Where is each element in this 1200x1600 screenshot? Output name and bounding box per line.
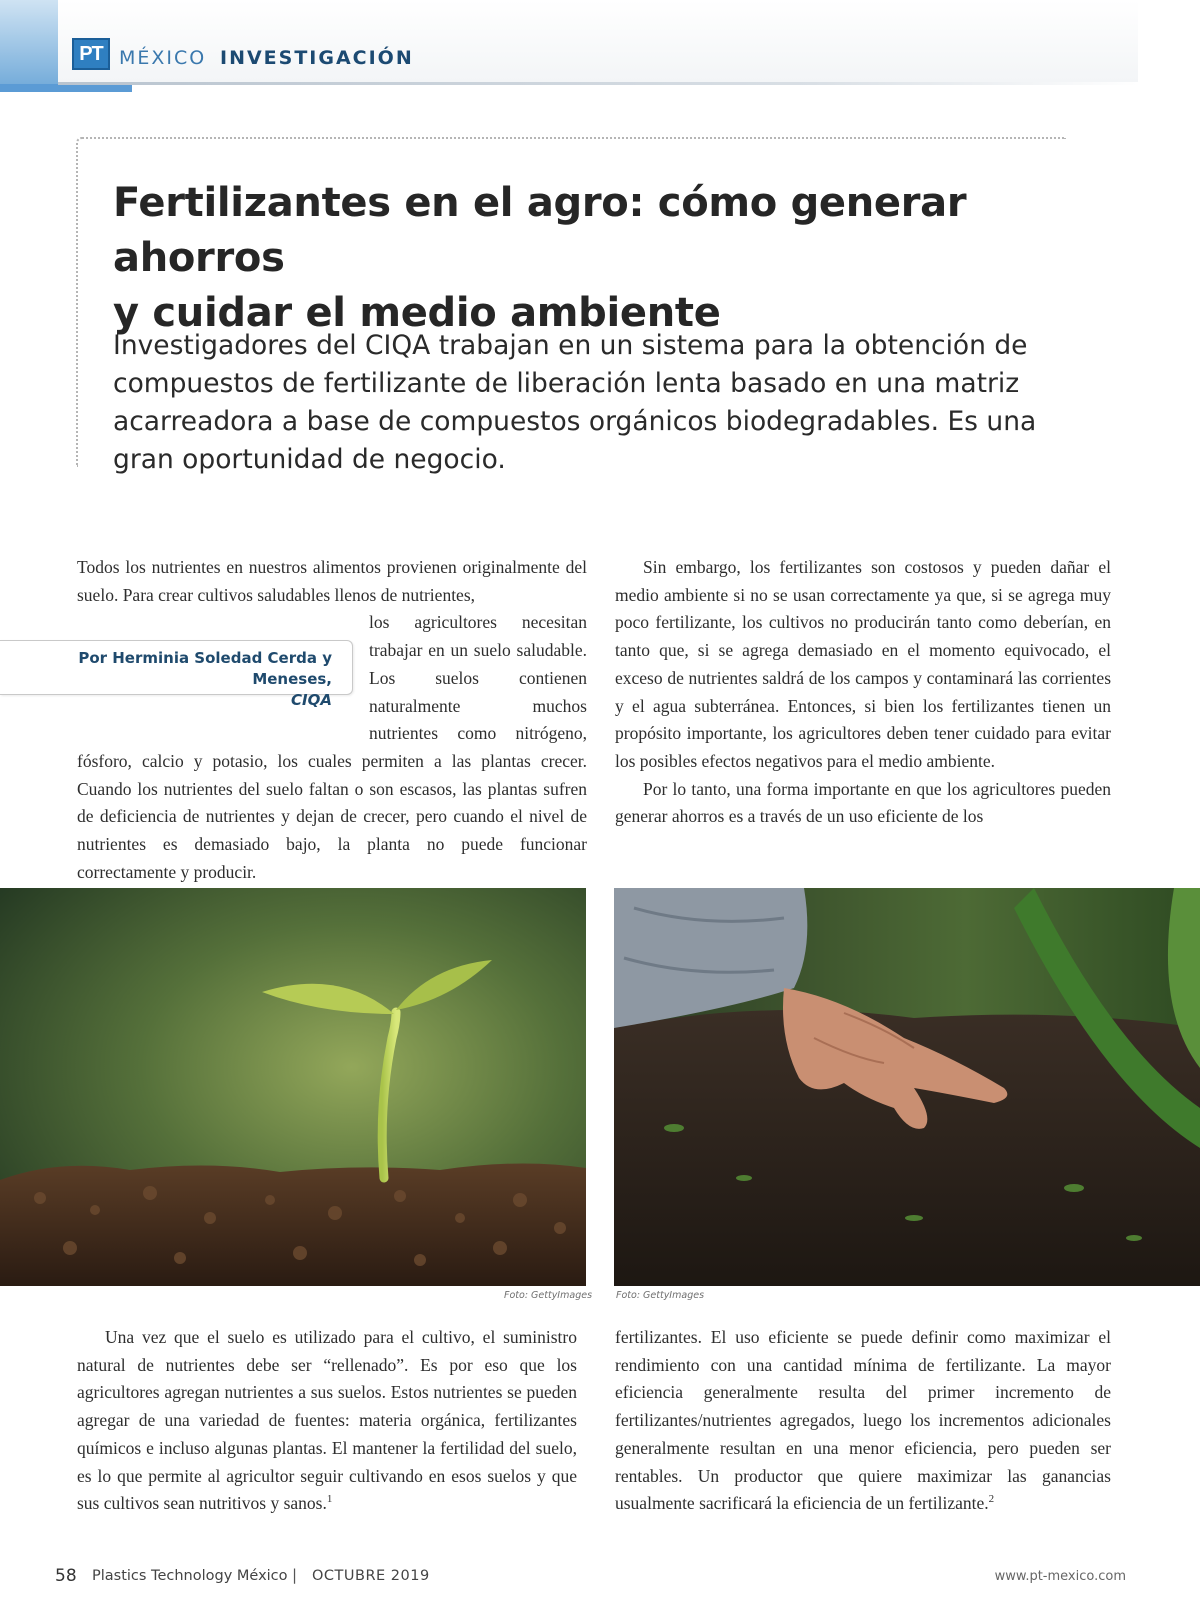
col2-bottom-paragraph — [615, 1324, 1111, 1518]
header-background — [58, 0, 1138, 82]
byline-org: CIQA — [291, 691, 332, 709]
column-2-bottom — [615, 1324, 1111, 1518]
header-divider — [58, 82, 1138, 85]
seedling-photo — [0, 888, 586, 1286]
column-2-top — [615, 554, 1111, 831]
footnote-ref-2: 2 — [988, 1493, 995, 1506]
right-photo-credit: Foto: GettyImages — [616, 1290, 705, 1301]
website-link[interactable]: www.pt-mexico.com — [994, 1569, 1126, 1584]
column-1-top — [77, 554, 587, 886]
footer-separator: | — [292, 1566, 298, 1584]
page-number: 58 — [55, 1566, 77, 1586]
header-accent-bar — [0, 84, 132, 92]
col1-bottom-text: Una vez que el suelo es utilizado para el cultivo, el suministro natural de nutrientes debe ser “rellenado”. Es por eso que los agricultores agregan nutrientes a sus suelos. Estos nutrientes se pueden agregar de una variedad de fuentes: materia orgánica, fertilizantes químicos e incluso algunas plantas. El mantener la fertilidad del suelo, es lo que permite al agricultor seguir cultivando en esos suelos y que sus cultivos sean nutritivos y sanos. — [77, 1327, 577, 1514]
hand-soil-photo — [614, 888, 1200, 1286]
article-title — [113, 176, 1073, 341]
col2-top-paragraph-2: Por lo tanto, una forma importante en que los agricultores pueden generar ahorros es a través de un uso eficiente de los — [615, 778, 1111, 827]
byline-author: Por Herminia Soledad Cerda y Meneses, — [78, 649, 332, 688]
header-corner-accent — [0, 0, 58, 92]
pt-logo: PT — [72, 38, 110, 70]
magazine-name: Plastics Technology México — [92, 1568, 288, 1584]
issue-date: OCTUBRE 2019 — [312, 1568, 430, 1584]
column-1-bottom — [77, 1324, 577, 1518]
header-country: MÉXICO — [119, 47, 207, 69]
title-line-1: Fertilizantes en el agro: cómo generar ahorros — [113, 180, 967, 281]
article-lead: Investigadores del CIQA trabajan en un sistema para la obtención de compuestos de fertilizante de liberación lenta basado en una matriz acarreadora a base de compuestos orgánicos biodegradables. Es una gran oportunidad de negocio. — [113, 330, 1037, 475]
col1-bottom-paragraph — [77, 1324, 577, 1518]
byline-wrap-space — [77, 609, 369, 747]
col1-top-body: los agricultores necesitan trabajar en un suelo saludable. Los suelos contienen naturalmente muchos nutrientes como nitrógeno, fósforo, calcio y potasio, los cuales permiten a las plantas crecer. Cuando los nutrientes del suelo faltan o son escasos, las plantas sufren de deficiencia de nutrientes y dejan de crecer, pero cuando el nivel de nutrientes es demasiado bajo, la planta no puede funcionar correctamente y producir. — [77, 612, 587, 882]
title-line-2: y cuidar el medio ambiente — [113, 290, 721, 336]
col1-top-intro: Todos los nutrientes en nuestros alimentos provienen originalmente del suelo. Para crear cultivos saludables llenos de nutrientes, — [77, 557, 587, 605]
col2-top-paragraph-1: Sin embargo, los fertilizantes son costosos y pueden dañar el medio ambiente si no se usan correctamente ya que, si se agrega muy poco fertilizante, los cultivos no producirán tanto como deberían, en tanto que, si se agrega demasiado en el momento equivocado, el exceso de nutrientes saldrá de los campos y contaminará las corrientes y el agua subterránea. Entonces, si bien los fertilizantes tienen un propósito importante, los agricultores deben tener cuidado para evitar los posibles efectos negativos para el medio ambiente. — [615, 557, 1111, 771]
left-photo-credit: Foto: GettyImages — [504, 1290, 593, 1301]
header-section: INVESTIGACIÓN — [220, 47, 414, 69]
col2-bottom-text: fertilizantes. El uso eficiente se puede definir como maximizar el rendimiento con una cantidad mínima de fertilizante. La mayor eficiencia generalmente resulta del primer incremento de fertilizantes/nutrientes agregados, luego los incrementos adicionales generalmente resultan en una menor eficiencia, pero pueden ser rentables. Un productor que quiere maximizar las ganancias usualmente sacrificará la eficiencia de un fertilizante. — [615, 1327, 1111, 1514]
footnote-ref-1: 1 — [326, 1493, 333, 1506]
